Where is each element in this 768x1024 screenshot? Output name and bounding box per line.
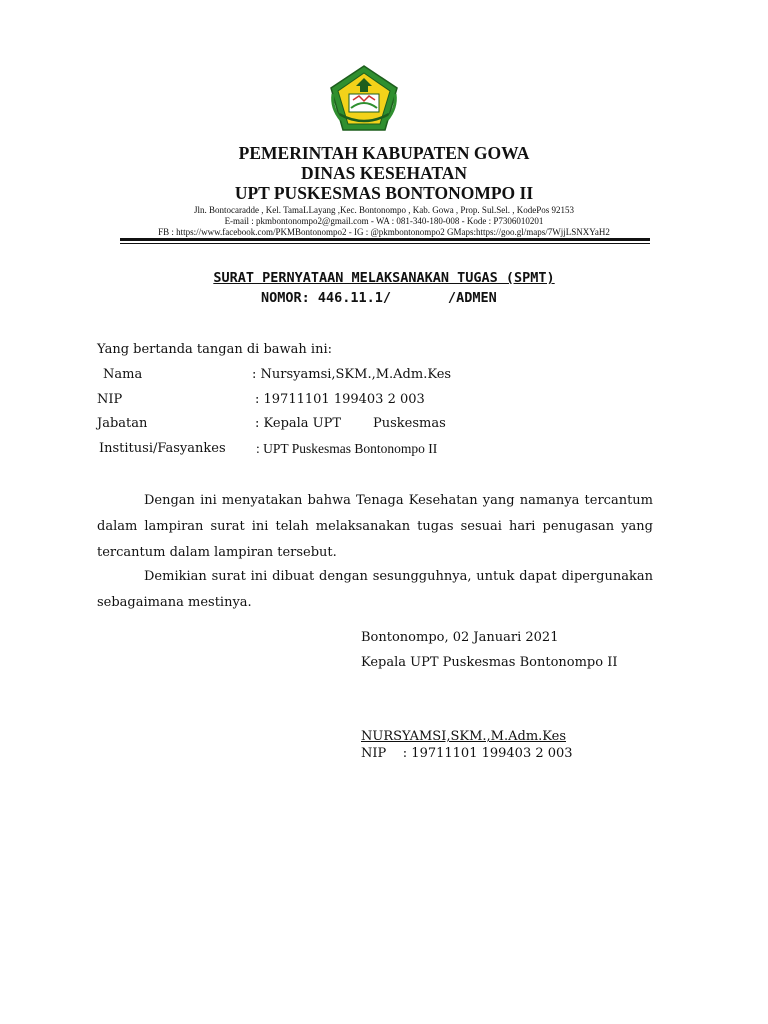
place-date: Bontonompo, 02 Januari 2021 — [361, 630, 559, 645]
field-value-nama: : Nursyamsi,SKM.,M.Adm.Kes — [252, 367, 452, 382]
letterhead-divider-thick — [120, 238, 650, 241]
address-line: Jln. Bontocaradde , Kel. TamaLLayang ,Kec. Bontonompo , Kab. Gowa , Prop. Sul.Sel. , KodePos 92153 — [194, 205, 574, 215]
department-name: DINAS KESEHATAN — [300, 163, 468, 183]
field-label-jabatan: Jabatan — [97, 416, 148, 431]
institution-name: UPT PUSKESMAS BONTONOMPO II — [234, 183, 534, 203]
field-value-nip: : 19711101 199403 2 003 — [255, 392, 425, 407]
signer-nip: NIP : 19711101 199403 2 003 — [361, 746, 573, 761]
field-label-nip: NIP — [97, 392, 123, 407]
field-label-institusi: Institusi/Fasyankes — [99, 441, 226, 456]
document-title: SURAT PERNYATAAN MELAKSANAKAN TUGAS (SPMT) — [213, 270, 555, 286]
field-value-jabatan: : Kepala UPT — [255, 416, 342, 431]
letterhead-divider-thin — [120, 243, 650, 244]
closing-paragraph: Demikian surat ini dibuat dengan sesungguhnya, untuk dapat dipergunakan sebagaimana mestinya. — [97, 569, 653, 610]
field-label-nama: Nama — [103, 367, 143, 382]
field-value-institusi: : UPT Puskesmas Bontonompo II — [256, 441, 438, 456]
signer-position: Kepala UPT Puskesmas Bontonompo II — [361, 655, 618, 670]
government-name: PEMERINTAH KABUPATEN GOWA — [238, 143, 530, 163]
social-media-line: FB : https://www.facebook.com/PKMBontonompo2 - IG : @pkmbontonompo2 GMaps:https://goo.gl/maps/7WjjLSNXYaH2 — [158, 227, 610, 237]
document-number: NOMOR: 446.11.1/ /ADMEN — [261, 290, 497, 306]
signer-name: NURSYAMSI,SKM.,M.Adm.Kes — [361, 729, 567, 744]
gowa-regency-emblem-icon — [327, 64, 401, 136]
statement-paragraph: Dengan ini menyatakan bahwa Tenaga Kesehatan yang namanya tercantum dalam lampiran surat ini telah melaksanakan tugas sesuai hari penugasan yang tercantum dalam lampiran tersebut. — [97, 493, 653, 560]
contact-line: E-mail : pkmbontonompo2@gmail.com - WA : 081-340-180-008 - Kode : P7306010201 — [224, 216, 544, 226]
field-value-jabatan-extra: Puskesmas — [373, 416, 446, 431]
intro-text: Yang bertanda tangan di bawah ini: — [97, 342, 332, 357]
